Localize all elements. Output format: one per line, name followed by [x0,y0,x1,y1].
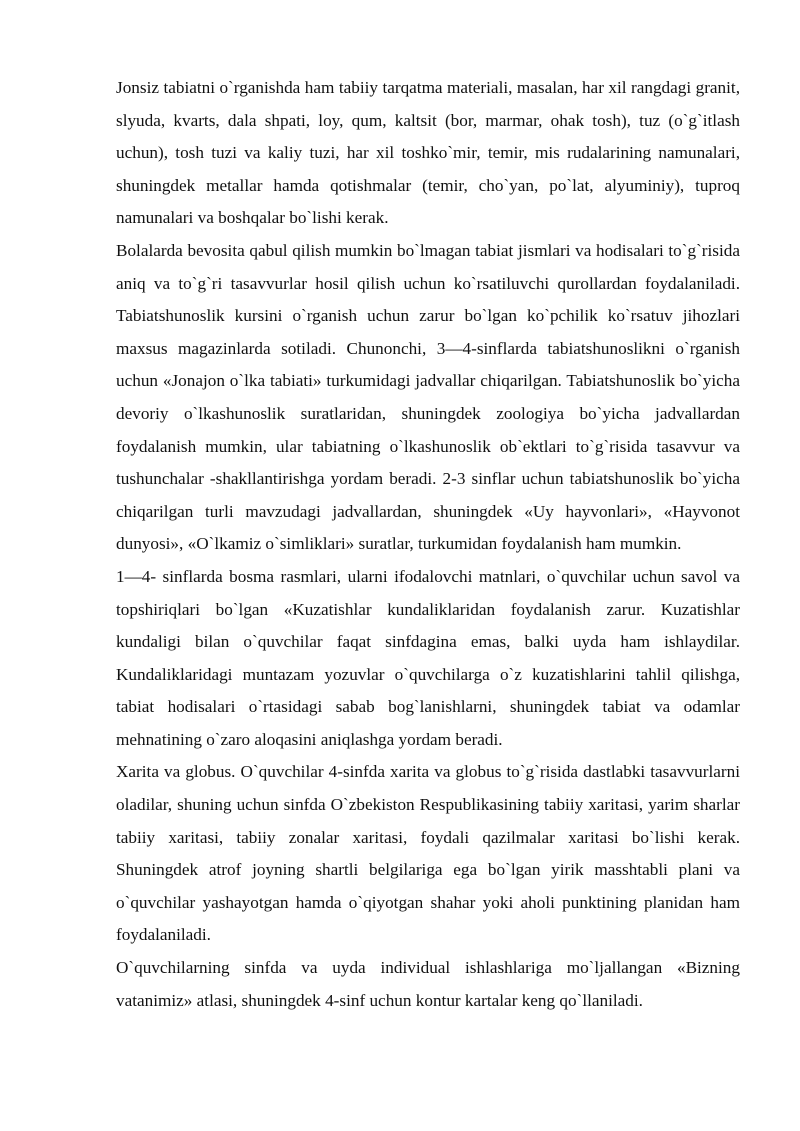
paragraph-4: Xarita va globus. O`quvchilar 4-sinfda xarita va globus to`g`risida dastlabki tasavvurlarni oladilar, shuning uchun sinfda O`zbekiston Respublikasining tabiiy xaritasi, yarim sharlar tabiiy xaritasi, tabiiy zonalar xaritasi, foydali qazilmalar xaritasi bo`lishi kerak. Shuningdek atrof joyning shartli belgilariga ega bo`lgan yirik masshtabli plani va o`quvchilar yashayotgan hamda o`qiyotgan shahar yoki aholi punktining planidan ham foydalaniladi. [116,762,740,945]
document-page [116,72,740,1017]
paragraph-5: O`quvchilarning sinfda va uyda individual ishlashlariga mo`ljallangan «Bizning vatanimiz» atlasi, shuningdek 4-sinf uchun kontur kartalar keng qo`llaniladi. [116,958,740,1010]
paragraph-2: Bolalarda bevosita qabul qilish mumkin bo`lmagan tabiat jismlari va hodisalari to`g`risida aniq va to`g`ri tasavvurlar hosil qilish uchun ko`rsatiluvchi qurollardan foydalaniladi. Tabiatshunoslik kursini o`rganish uchun zarur bo`lgan ko`pchilik ko`rsatuv jihozlari maxsus magazinlarda sotiladi. Chunonchi, 3—4-sinflarda tabiatshunoslikni o`rganish uchun «Jonajon o`lka tabiati» turkumidagi jadvallar chiqarilgan. Tabiatshunoslik bo`yicha devoriy o`lkashunoslik suratlaridan, shuningdek zoologiya bo`yicha jadvallardan foydalanish mumkin, ular tabiatning o`lkashunoslik ob`ektlari to`g`risida tasavvur va tushunchalar -shakllantirishga yordam beradi. 2-3 sinflar uchun tabiatshunoslik bo`yicha chiqarilgan turli mavzudagi jadvallardan, shuningdek «Uy hayvonlari», «Hayvonot dunyosi», «O`lkamiz o`simliklari» suratlar, turkumidan foydalanish ham mumkin. [116,240,740,554]
paragraph-3: 1—4- sinflarda bosma rasmlari, ularni ifodalovchi matnlari, o`quvchilar uchun savol va topshiriqlari bo`lgan «Kuzatishlar kundaliklaridan foydalanish zarur. Kuzatishlar kundaligi bilan o`quvchilar faqat sinfdagina emas, balki uyda ham ishlaydilar. Kundaliklaridagi muntazam yozuvlar o`quvchilarga o`z kuzatishlarini tahlil qilishga, tabiat hodisalari o`rtasidagi sabab bog`lanishlarni, shuningdek tabiat va odamlar mehnatining o`zaro aloqasini aniqlashga yordam beradi. [116,566,740,749]
paragraph-1: Jonsiz tabiatni o`rganishda ham tabiiy tarqatma materiali, masalan, har xil rangdagi granit, slyuda, kvarts, dala shpati, loy, qum, kaltsit (bor, marmar, ohak tosh), tuz (o`g`itlash uchun), tosh tuzi va kaliy tuzi, har xil toshko`mir, temir, mis rudalarining namunalari, shuningdek metallar hamda qotishmalar (temir, cho`yan, po`lat, alyuminiy), tuproq namunalari va boshqalar bo`lishi kerak. [116,78,740,228]
